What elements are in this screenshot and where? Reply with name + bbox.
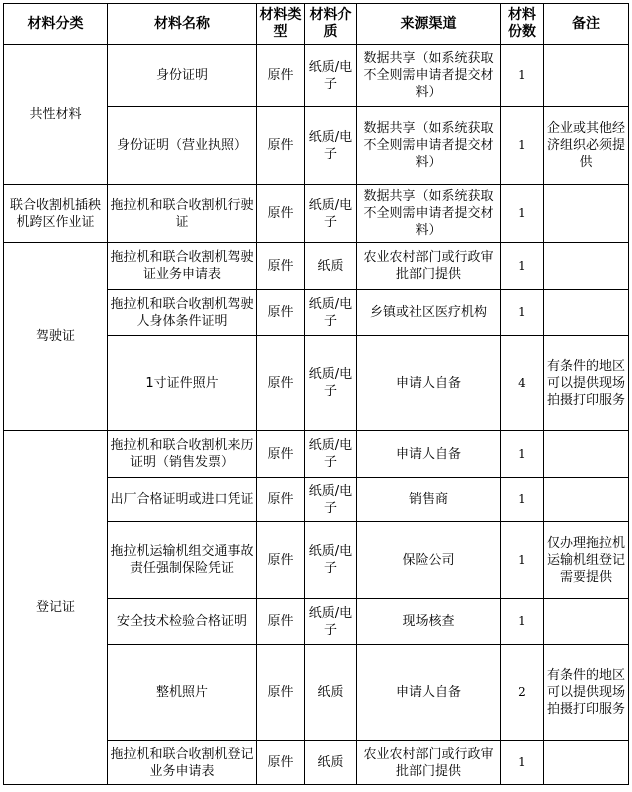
material-note: [544, 478, 629, 522]
material-name: 1寸证件照片: [108, 336, 257, 431]
material-note: 企业或其他经济组织必须提供: [544, 107, 629, 185]
material-name: 身份证明: [108, 45, 257, 107]
material-note: 有条件的地区可以提供现场拍摄打印服务: [544, 645, 629, 741]
material-note: [544, 599, 629, 645]
material-note: [544, 741, 629, 785]
material-type: 原件: [257, 45, 305, 107]
material-note: [544, 290, 629, 336]
material-type: 原件: [257, 599, 305, 645]
material-name: 身份证明（营业执照）: [108, 107, 257, 185]
material-note: [544, 45, 629, 107]
material-medium: 纸质: [305, 741, 357, 785]
material-type: 原件: [257, 185, 305, 243]
material-source: 现场核查: [357, 599, 501, 645]
material-type: 原件: [257, 522, 305, 599]
material-count: 2: [501, 645, 544, 741]
material-type: 原件: [257, 431, 305, 478]
material-medium: 纸质/电子: [305, 431, 357, 478]
material-medium: 纸质/电子: [305, 478, 357, 522]
material-medium: 纸质: [305, 645, 357, 741]
material-name: 拖拉机和联合收割机驾驶人身体条件证明: [108, 290, 257, 336]
material-note: [544, 431, 629, 478]
material-note: [544, 243, 629, 290]
material-note: 有条件的地区可以提供现场拍摄打印服务: [544, 336, 629, 431]
header-source: 来源渠道: [357, 4, 501, 45]
material-count: 1: [501, 243, 544, 290]
material-type: 原件: [257, 645, 305, 741]
material-source: 数据共享（如系统获取不全则需申请者提交材料）: [357, 45, 501, 107]
material-source: 销售商: [357, 478, 501, 522]
material-count: 1: [501, 290, 544, 336]
material-source: 数据共享（如系统获取不全则需申请者提交材料）: [357, 185, 501, 243]
material-count: 1: [501, 185, 544, 243]
material-source: 申请人自备: [357, 336, 501, 431]
header-row: [4, 4, 629, 45]
material-type: 原件: [257, 243, 305, 290]
material-source: 乡镇或社区医疗机构: [357, 290, 501, 336]
material-medium: 纸质/电子: [305, 185, 357, 243]
material-type: 原件: [257, 336, 305, 431]
material-medium: 纸质/电子: [305, 290, 357, 336]
materials-table: [3, 3, 629, 785]
material-name: 出厂合格证明或进口凭证: [108, 478, 257, 522]
material-medium: 纸质/电子: [305, 522, 357, 599]
material-count: 1: [501, 599, 544, 645]
material-source: 数据共享（如系统获取不全则需申请者提交材料）: [357, 107, 501, 185]
material-name: 拖拉机和联合收割机来历证明（销售发票）: [108, 431, 257, 478]
category-cell: 驾驶证: [4, 243, 108, 431]
header-category: 材料分类: [4, 4, 108, 45]
material-medium: 纸质/电子: [305, 45, 357, 107]
material-count: 1: [501, 522, 544, 599]
material-source: 申请人自备: [357, 645, 501, 741]
material-source: 农业农村部门或行政审批部门提供: [357, 741, 501, 785]
header-count: 材料份数: [501, 4, 544, 45]
category-cell: 共性材料: [4, 45, 108, 185]
material-medium: 纸质/电子: [305, 107, 357, 185]
material-source: 农业农村部门或行政审批部门提供: [357, 243, 501, 290]
material-note: [544, 185, 629, 243]
material-source: 申请人自备: [357, 431, 501, 478]
header-medium: 材料介质: [305, 4, 357, 45]
material-count: 4: [501, 336, 544, 431]
table-row: [4, 431, 629, 478]
category-cell: 联合收割机插秧机跨区作业证: [4, 185, 108, 243]
material-medium: 纸质: [305, 243, 357, 290]
material-medium: 纸质/电子: [305, 599, 357, 645]
material-source: 保险公司: [357, 522, 501, 599]
material-type: 原件: [257, 290, 305, 336]
table-row: [4, 185, 629, 243]
header-name: 材料名称: [108, 4, 257, 45]
material-type: 原件: [257, 478, 305, 522]
material-type: 原件: [257, 107, 305, 185]
material-type: 原件: [257, 741, 305, 785]
material-count: 1: [501, 431, 544, 478]
material-name: 拖拉机和联合收割机登记业务申请表: [108, 741, 257, 785]
category-cell: 登记证: [4, 431, 108, 785]
material-name: 安全技术检验合格证明: [108, 599, 257, 645]
table-row: [4, 45, 629, 107]
material-name: 拖拉机和联合收割机行驶证: [108, 185, 257, 243]
material-note: 仅办理拖拉机运输机组登记需要提供: [544, 522, 629, 599]
header-type: 材料类型: [257, 4, 305, 45]
material-count: 1: [501, 741, 544, 785]
material-count: 1: [501, 45, 544, 107]
material-name: 拖拉机和联合收割机驾驶证业务申请表: [108, 243, 257, 290]
material-name: 拖拉机运输机组交通事故责任强制保险凭证: [108, 522, 257, 599]
material-medium: 纸质/电子: [305, 336, 357, 431]
material-count: 1: [501, 478, 544, 522]
table-row: [4, 243, 629, 290]
material-name: 整机照片: [108, 645, 257, 741]
material-count: 1: [501, 107, 544, 185]
header-note: 备注: [544, 4, 629, 45]
